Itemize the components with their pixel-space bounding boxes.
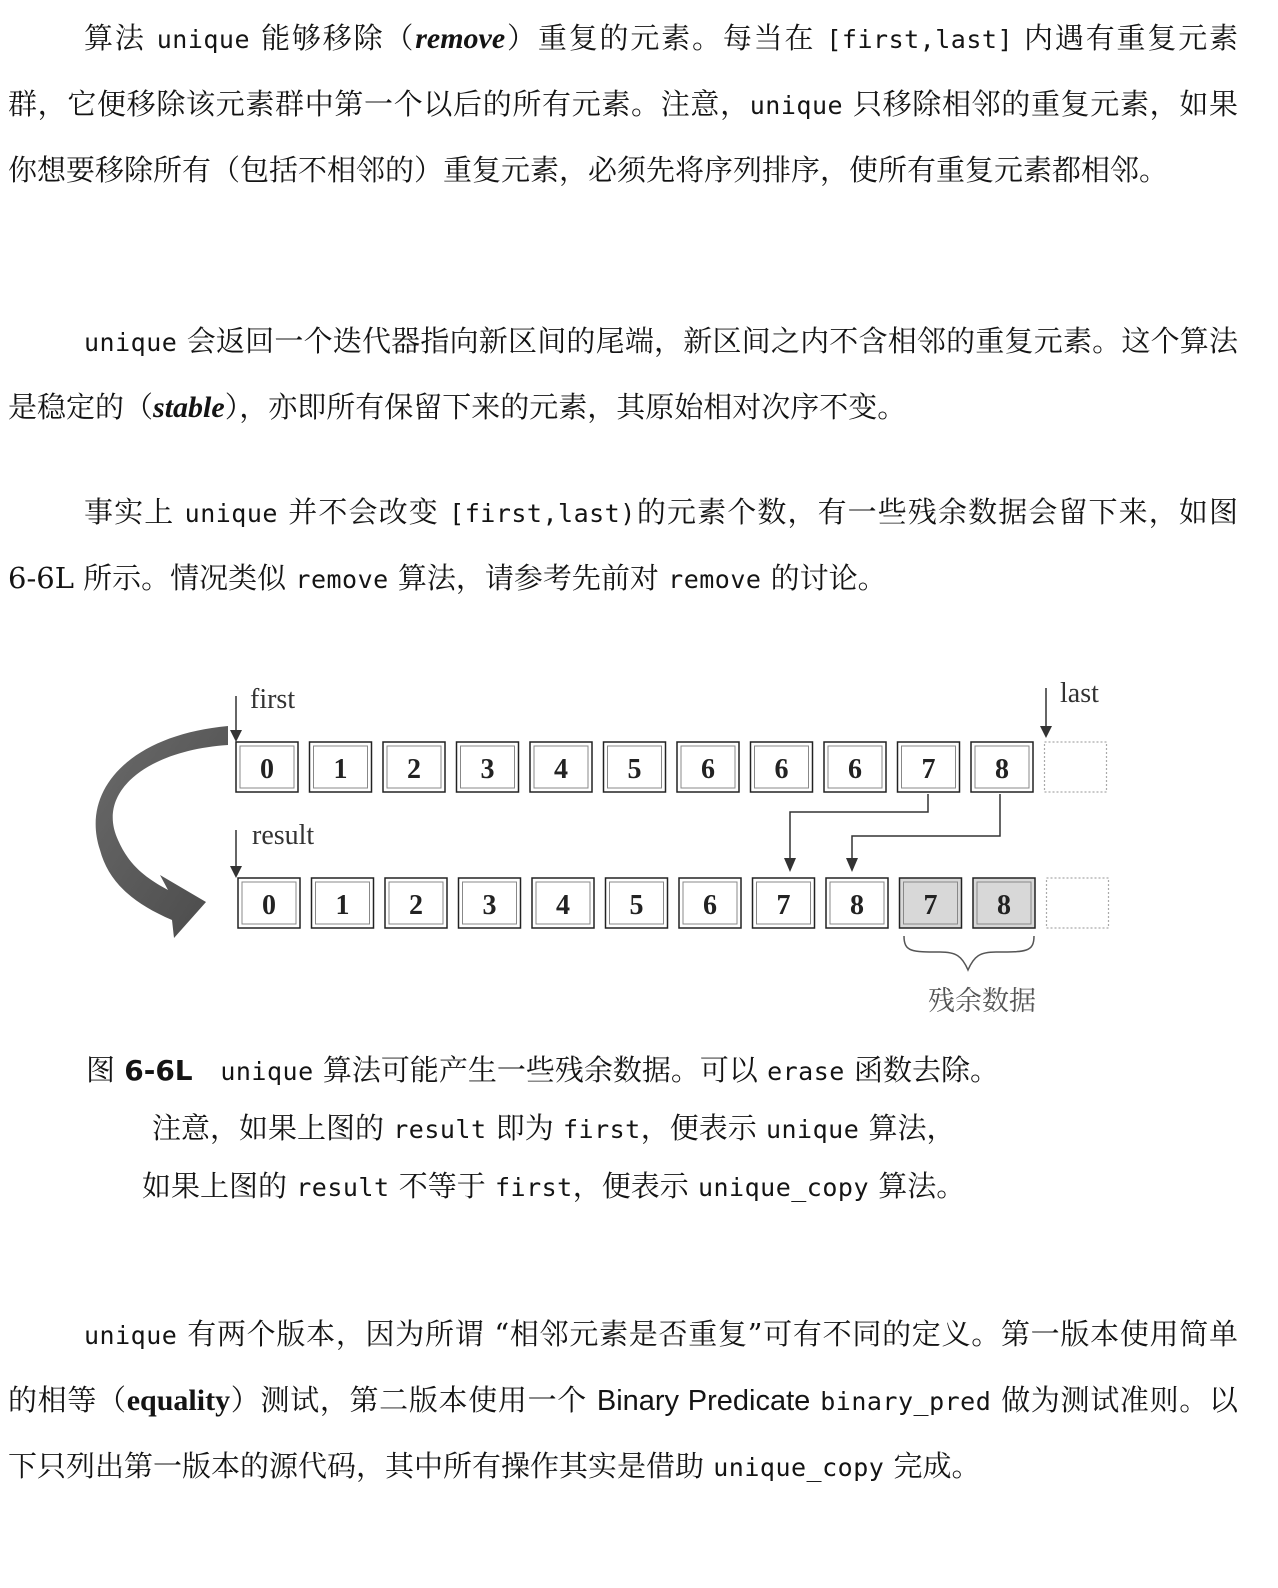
bottom-cell-value: 2 [409, 890, 423, 921]
text: 完成。 [884, 1449, 981, 1483]
paragraph-residual [8, 480, 1238, 612]
bottom-cell-value: 8 [850, 890, 864, 921]
top-cell-value: 8 [995, 754, 1009, 785]
text: 即为 [486, 1111, 563, 1145]
top-cell-value: 7 [921, 754, 936, 785]
top-end-cell [1045, 742, 1107, 792]
term-equality: equality [126, 1384, 231, 1417]
text: ），亦即所有保留下来的元素，其原始相对次序不变。 [224, 390, 907, 424]
paragraph-unique-intro [8, 6, 1238, 202]
paragraph-unique-return [8, 309, 1238, 440]
top-cell-value: 6 [701, 754, 715, 785]
text: 事实上 [84, 495, 185, 529]
term-remove: remove [415, 22, 506, 55]
top-row [236, 742, 1107, 792]
text: 算法可能产生一些残余数据。可以 [313, 1053, 768, 1087]
code-unique-copy: unique_copy [713, 1453, 885, 1482]
last-arrowhead-icon [1040, 726, 1052, 738]
code-first: first [562, 1115, 641, 1144]
text: 注意，如果上图的 [152, 1111, 394, 1145]
code-unique: unique [220, 1057, 314, 1086]
figure-caption-line-2 [152, 1106, 955, 1147]
bottom-cell-value: 6 [703, 890, 717, 921]
arrowhead-icon [784, 858, 796, 872]
code-unique: unique [765, 1115, 860, 1144]
top-cell-value: 4 [554, 754, 568, 785]
text [810, 1383, 820, 1417]
code-unique: unique [156, 25, 251, 54]
bottom-end-cell [1047, 878, 1109, 928]
text: 并不会改变 [277, 495, 450, 529]
code-first: first [494, 1173, 573, 1202]
text: 如果上图的 [142, 1169, 297, 1203]
bottom-cell-value: 7 [776, 890, 791, 921]
copy-arrow-8 [852, 794, 1000, 862]
code-remove: remove [668, 565, 762, 594]
label-result: result [252, 820, 315, 851]
copy-arrow-7 [790, 794, 928, 862]
bottom-cell-value: 7 [923, 890, 938, 921]
text: 算法，请参考先前对 [388, 561, 669, 595]
top-cell-value: 2 [407, 754, 421, 785]
text: 算法， [859, 1111, 956, 1145]
code-range: [first,last) [449, 499, 636, 528]
code-unique: unique [749, 91, 844, 120]
text: 算法 [84, 21, 157, 55]
text: 函数去除。 [844, 1053, 1000, 1087]
result-arrowhead-icon [230, 866, 242, 878]
text: 会返回一个迭代器指向新区间的尾端，新区间之内不含相邻的重复元素。这个算法是稳定的（ [8, 324, 1238, 424]
term-binary-predicate: Binary Predicate [596, 1385, 811, 1417]
text: 做为测试准则。以下只列出第一版本的源代码，其中所有操作其实是借助 [8, 1383, 1238, 1483]
first-arrowhead-icon [230, 730, 242, 742]
text: ，便表示 [572, 1169, 698, 1203]
figure-number: 6-6L [124, 1054, 193, 1087]
code-unique: unique [84, 328, 178, 357]
bottom-cell-value: 0 [262, 890, 276, 921]
code-unique: unique [84, 1321, 178, 1350]
code-unique-copy: unique_copy [697, 1173, 870, 1202]
label-first: first [250, 684, 296, 715]
top-cell-value: 5 [627, 754, 642, 785]
curved-arrow-icon [96, 726, 228, 938]
bottom-cell-value: 8 [997, 890, 1011, 921]
term-stable: stable [153, 391, 225, 424]
top-cell-value: 6 [774, 754, 789, 785]
text: 不等于 [389, 1169, 495, 1203]
code-range: [first,last] [826, 25, 1013, 54]
code-erase: erase [767, 1057, 845, 1086]
bottom-cell-value: 3 [482, 890, 497, 921]
text: 算法。 [869, 1169, 966, 1203]
caption-prefix: 图 [86, 1053, 125, 1087]
text: 内遇有重复元素群，它便移除该元素群中第一个以后的所有元素。注意， [8, 21, 1239, 121]
text: 有两个版本，因为所谓 “相邻元素是否重复”可有不同的定义。第一版本使用简单的相等（ [8, 1317, 1238, 1417]
bottom-cell-value: 1 [335, 890, 350, 921]
residual-brace [904, 936, 1034, 970]
code-binary-pred: binary_pred [820, 1387, 992, 1416]
text: 的元素个数，有一些残余数据会留下来，如图 6-6L 所示。情况类似 [8, 495, 1238, 595]
arrowhead-icon [846, 858, 858, 872]
top-cell-value: 0 [260, 754, 274, 785]
text: 的讨论。 [761, 561, 887, 595]
bottom-cell-value: 5 [629, 890, 644, 921]
paragraph-two-versions [8, 1302, 1238, 1500]
code-result: result [393, 1115, 487, 1144]
figure-caption-line-3 [142, 1164, 965, 1205]
text: ）重复的元素。每当在 [505, 21, 827, 55]
code-result: result [296, 1173, 390, 1202]
top-cell-value: 6 [848, 754, 862, 785]
text: 只移除相邻的重复元素，如果你想要移除所有（包括不相邻的）重复元素，必须先将序列排序，使所有重复元素都相邻。 [8, 87, 1238, 187]
code-remove: remove [295, 565, 389, 594]
top-cell-value: 1 [333, 754, 348, 785]
text: ）测试，第二版本使用一个 [230, 1383, 597, 1417]
residual-label: 残余数据 [928, 986, 1036, 1017]
text: 能够移除（ [250, 21, 416, 55]
bottom-row [238, 878, 1109, 928]
text: ，便表示 [640, 1111, 766, 1145]
code-unique: unique [184, 499, 278, 528]
top-cell-value: 3 [480, 754, 495, 785]
figure-caption-line-1 [86, 1048, 999, 1089]
label-last: last [1060, 678, 1099, 709]
unique-diagram [0, 640, 1278, 1040]
bottom-cell-value: 4 [556, 890, 570, 921]
